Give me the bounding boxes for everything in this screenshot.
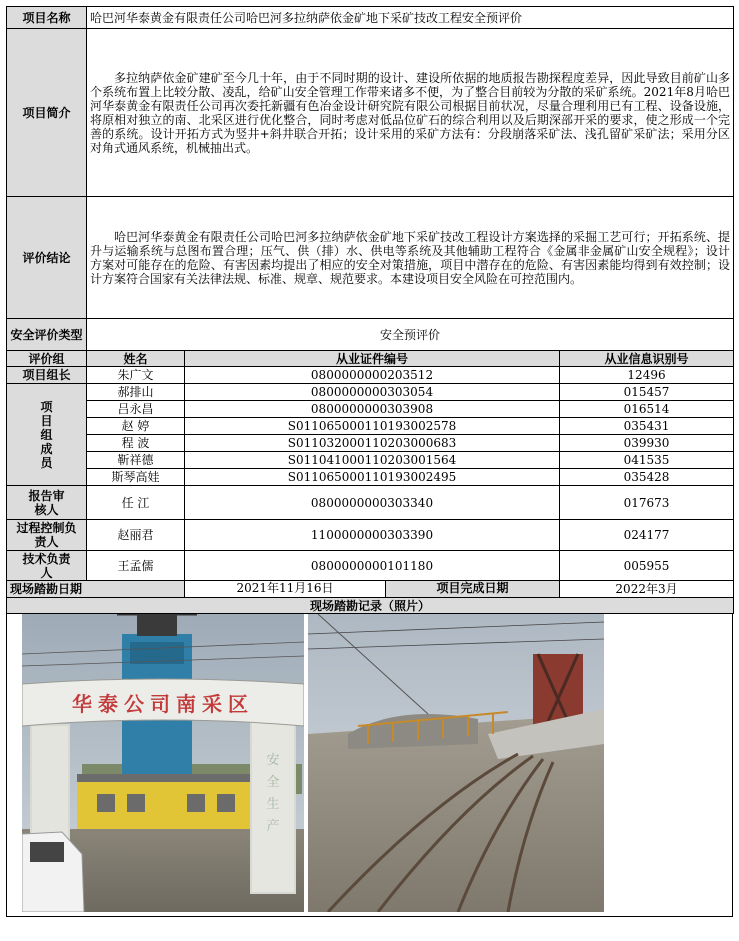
type-label: 安全评价类型	[7, 319, 87, 351]
member-info: 041535	[560, 452, 734, 469]
row-group-header	[7, 351, 734, 367]
conclusion-text: 哈巴河华泰黄金有限责任公司哈巴河多拉纳萨依金矿地下采矿技改工程设计方案选择的采掘工艺可行；开拓系统、提升与运输系统与总图布置合理；压气、供（排）水、供电等系统及其他辅助工程符合《金属非金属矿山安全规程》；设计方案对可能存在的危险、有害因素均提出了相应的安全对策措施，项目中潜存在的危险、有害因素能均得到有效控制；设计方案符合国家有关法律法规、标准、规章、规范要求。本建设项目安全风险在可控范围内。	[87, 197, 734, 319]
member-info: 035431	[560, 418, 734, 435]
row-leader	[7, 367, 734, 384]
col-cert: 从业证件编号	[185, 351, 560, 367]
process-name: 赵丽君	[87, 520, 185, 551]
member-cert: 0800000000303054	[185, 384, 560, 401]
process-cert: 1100000000303390	[185, 520, 560, 551]
process-label: 过程控制负责人	[7, 520, 87, 551]
project-name-label: 项目名称	[7, 7, 87, 29]
member-cert: 0800000000303908	[185, 401, 560, 418]
member-cert: S011065000110193002495	[185, 469, 560, 486]
info-table	[6, 6, 734, 614]
member-cert: S011032000110203000683	[185, 435, 560, 452]
row-member	[7, 418, 734, 435]
member-info: 035428	[560, 469, 734, 486]
intro-text: 多拉纳萨依金矿建矿至今几十年，由于不同时期的设计、建设所依据的地质报告勘探程度差异，因此导致目前矿山多个系统布置上比较分散、凌乱，给矿山安全管理工作带来诸多不便，为了整合目前较为分散的采矿系统。2021年8月哈巴河华泰黄金有限责任公司再次委托新疆有色冶金设计研究院有限公司根据目前状况，尽量合理利用已有工程、设备设施，将原相对独立的南、北采区进行优化整合，同时考虑对低品位矿石的综合利用以及后期深部开采的要求，使之形成一个完善的系统。设计开拓方式为竖井+斜井联合开拓；设计采用的采矿方法有：分段崩落采矿法、浅孔留矿采矿法；采用分区对角式通风系统，机械抽出式。	[87, 29, 734, 197]
finish-date-label: 项目完成日期	[386, 581, 559, 597]
leader-label: 项目组长	[7, 367, 87, 384]
dates-middle	[185, 581, 560, 598]
survey-date: 2021年11月16日	[185, 581, 386, 597]
leader-cert: 0800000000203512	[185, 367, 560, 384]
row-type	[7, 319, 734, 351]
finish-date: 2022年3月	[560, 581, 734, 598]
row-photo-header	[7, 598, 734, 614]
tech-name: 王孟儒	[87, 551, 185, 581]
row-conclusion	[7, 197, 734, 319]
row-member	[7, 401, 734, 418]
row-process	[7, 520, 734, 551]
safety-evaluation-form	[6, 6, 733, 917]
member-name: 郝排山	[87, 384, 185, 401]
member-name: 靳祥德	[87, 452, 185, 469]
member-name: 赵 婷	[87, 418, 185, 435]
conclusion-label: 评价结论	[7, 197, 87, 319]
photo-label: 现场踏勘记录（照片）	[7, 598, 734, 614]
survey-date-label: 现场踏勘日期	[7, 581, 185, 598]
member-name: 斯琴高娃	[87, 469, 185, 486]
member-info: 039930	[560, 435, 734, 452]
photo-rail-tracks	[308, 614, 604, 912]
member-name: 吕永昌	[87, 401, 185, 418]
row-reviewer	[7, 486, 734, 520]
col-name: 姓名	[87, 351, 185, 367]
row-member	[7, 435, 734, 452]
reviewer-info: 017673	[560, 486, 734, 520]
row-tech	[7, 551, 734, 581]
row-dates	[7, 581, 734, 598]
gate-sign-text: 华泰公司南采区	[72, 692, 254, 716]
process-info: 024177	[560, 520, 734, 551]
member-info: 015457	[560, 384, 734, 401]
photo-gate-image	[22, 614, 304, 912]
pillar-char: 全	[266, 775, 280, 790]
reviewer-name: 任 江	[87, 486, 185, 520]
member-name: 程 波	[87, 435, 185, 452]
project-name: 哈巴河华泰黄金有限责任公司哈巴河多拉纳萨依金矿地下采矿技改工程安全预评价	[87, 7, 734, 29]
row-member	[7, 469, 734, 486]
tech-label: 技术负责人	[7, 551, 87, 581]
type-value: 安全预评价	[87, 319, 734, 351]
tech-cert: 0800000000101180	[185, 551, 560, 581]
pillar-char: 安	[266, 753, 280, 768]
members-label: 项目组成员	[7, 384, 87, 486]
tech-info: 005955	[560, 551, 734, 581]
reviewer-cert: 0800000000303340	[185, 486, 560, 520]
pillar-char: 生	[266, 797, 280, 812]
member-info: 016514	[560, 401, 734, 418]
group-label: 评价组	[7, 351, 87, 367]
row-project-name	[7, 7, 734, 29]
photo-area	[6, 614, 733, 917]
row-intro	[7, 29, 734, 197]
photo-rail-image	[308, 614, 604, 912]
col-info: 从业信息识别号	[560, 351, 734, 367]
row-member	[7, 452, 734, 469]
leader-name: 朱广文	[87, 367, 185, 384]
row-member	[7, 384, 734, 401]
reviewer-label: 报告审核人	[7, 486, 87, 520]
intro-label: 项目简介	[7, 29, 87, 197]
member-cert: S011065000110193002578	[185, 418, 560, 435]
leader-info: 12496	[560, 367, 734, 384]
pillar-char: 产	[266, 819, 280, 834]
photo-south-mining-area	[22, 614, 304, 912]
member-cert: S011041000110203001564	[185, 452, 560, 469]
